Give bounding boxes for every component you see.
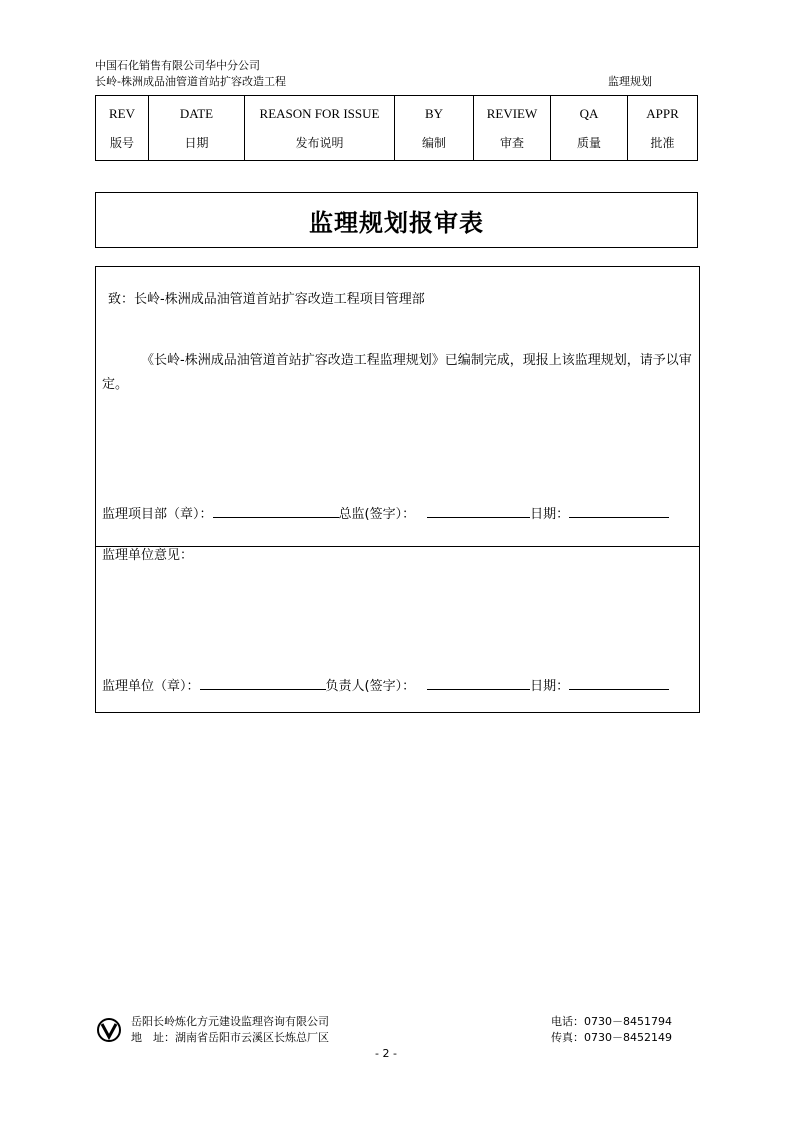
dept-label: 监理项目部（章）： xyxy=(102,507,213,522)
chief-signature-field[interactable] xyxy=(427,503,530,518)
date-label-2: 日期： xyxy=(530,679,570,694)
page-number: - 2 - xyxy=(375,1047,397,1060)
dept-seal-field[interactable] xyxy=(213,503,339,518)
to-line: 致：长岭-株洲成品油管道首站扩容改造工程项目管理部 xyxy=(108,292,425,307)
form-title-box xyxy=(95,192,698,248)
footer-company: 岳阳长岭炼化方元建设监理咨询有限公司 xyxy=(131,1015,329,1028)
rev-col-rev: REV 版号 xyxy=(96,96,149,161)
form-body: 《长岭-株洲成品油管道首站扩容改造工程监理规划》已编制完成，现报上该监理规划，请予以审定。 xyxy=(102,353,692,392)
header-doc-type: 监理规划 xyxy=(608,75,652,88)
chief-label: 总监(签字）： xyxy=(338,507,416,522)
date-label-1: 日期： xyxy=(530,507,570,522)
rev-col-qa: QA 质量 xyxy=(551,96,628,161)
unit-label: 监理单位（章）： xyxy=(102,679,200,694)
sign-row-1 xyxy=(102,503,669,526)
date-field-2[interactable] xyxy=(569,675,669,690)
footer-fax: 传真：0730－8452149 xyxy=(551,1031,672,1044)
rev-col-date: DATE 日期 xyxy=(149,96,245,161)
rev-col-review: REVIEW 审查 xyxy=(474,96,551,161)
rev-col-appr: APPR 批准 xyxy=(628,96,698,161)
rev-col-by: BY 编制 xyxy=(395,96,474,161)
approval-form xyxy=(95,266,700,713)
company-logo-icon xyxy=(96,1017,122,1043)
rev-col-reason: REASON FOR ISSUE 发布说明 xyxy=(245,96,395,161)
opinion-label: 监理单位意见： xyxy=(102,548,194,563)
footer-address: 地 址：湖南省岳阳市云溪区长炼总厂区 xyxy=(131,1031,329,1044)
person-label: 负责人(签字）： xyxy=(325,679,416,694)
revision-table xyxy=(95,95,698,161)
header-company: 中国石化销售有限公司华中分公司 xyxy=(95,59,260,72)
form-title: 监理规划报审表 xyxy=(309,208,484,237)
footer-phone: 电话：0730－8451794 xyxy=(551,1015,672,1028)
unit-seal-field[interactable] xyxy=(200,675,326,690)
sign-row-2 xyxy=(102,675,669,698)
person-signature-field[interactable] xyxy=(427,675,530,690)
header-project: 长岭-株洲成品油管道首站扩容改造工程 xyxy=(95,75,286,88)
date-field-1[interactable] xyxy=(569,503,669,518)
